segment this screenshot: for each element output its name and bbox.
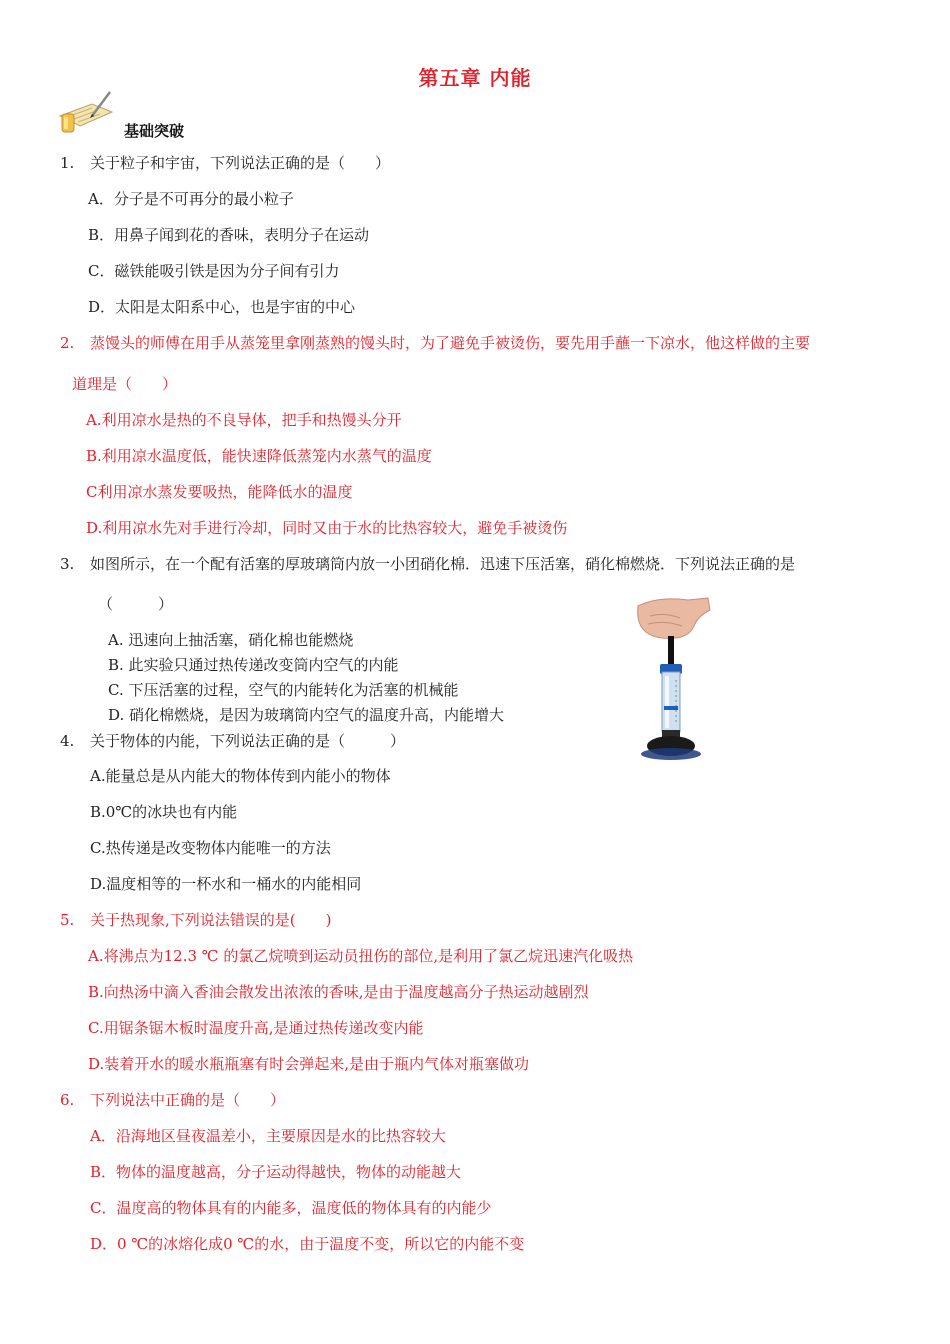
question-text: 关于物体的内能，下列说法正确的是（ ） [90, 732, 406, 750]
option-6a: A．沿海地区昼夜温差小，主要原因是水的比热容较大 [90, 1127, 446, 1145]
notepad-pencil-icon [56, 90, 116, 136]
question-1-stem [60, 153, 390, 173]
option-2d: D.利用凉水先对手进行冷却，同时又由于水的比热容较大，避免手被烫伤 [86, 519, 568, 537]
option-5b: B.向热汤中滴入香油会散发出浓浓的香味,是由于温度越高分子热运动越剧烈 [88, 983, 589, 1001]
question-5-stem [60, 910, 331, 930]
option-3a: A. 迅速向上抽活塞，硝化棉也能燃烧 [108, 631, 354, 649]
option-5d: D.装着开水的暖水瓶瓶塞有时会弹起来,是由于瓶内气体对瓶塞做功 [88, 1055, 530, 1073]
question-number: 3. [60, 555, 75, 573]
question-number: 1. [60, 154, 75, 172]
question-3-stem-cont: （ ） [98, 595, 174, 613]
option-6b: B．物体的温度越高，分子运动得越快，物体的动能越大 [90, 1163, 462, 1181]
option-5c: C.用锯条锯木板时温度升高,是通过热传递改变内能 [88, 1019, 424, 1037]
option-4b: B.0℃的冰块也有内能 [90, 803, 238, 821]
option-6d: D．0 ℃的冰熔化成0 ℃的水，由于温度不变，所以它的内能不变 [90, 1235, 525, 1253]
page-title: 第五章 内能 [418, 66, 532, 90]
question-number: 5. [60, 911, 75, 929]
option-2c: C利用凉水蒸发要吸热，能降低水的温度 [86, 483, 353, 501]
question-number: 4. [60, 732, 75, 750]
question-text: 如图所示，在一个配有活塞的厚玻璃筒内放一小团硝化棉．迅速下压活塞，硝化棉燃烧．下列说法正确的是 [90, 555, 796, 573]
option-1c: C．磁铁能吸引铁是因为分子间有引力 [88, 262, 340, 280]
option-4a: A.能量总是从内能大的物体传到内能小的物体 [90, 767, 391, 785]
question-3-stem [60, 554, 795, 574]
option-1d: D．太阳是太阳系中心，也是宇宙的中心 [88, 298, 356, 316]
option-1b: B．用鼻子闻到花的香味，表明分子在运动 [88, 226, 370, 244]
question-text: 关于粒子和宇宙，下列说法正确的是（ ） [90, 154, 391, 172]
piston-cylinder-figure [628, 596, 712, 764]
option-4c: C.热传递是改变物体内能唯一的方法 [90, 839, 331, 857]
option-4d: D.温度相等的一杯水和一桶水的内能相同 [90, 875, 362, 893]
option-2b: B.利用凉水温度低，能快速降低蒸笼内水蒸气的温度 [86, 447, 432, 465]
question-number: 6. [60, 1091, 75, 1109]
option-3d: D. 硝化棉燃烧，是因为玻璃筒内空气的温度升高，内能增大 [108, 706, 505, 724]
question-text: 蒸馒头的师傅在用手从蒸笼里拿刚蒸熟的馒头时，为了避免手被烫伤，要先用手蘸一下凉水，他这样做的主要 [90, 334, 811, 352]
question-2-stem-cont: 道理是（ ） [72, 375, 178, 393]
option-3c: C. 下压活塞的过程，空气的内能转化为活塞的机械能 [108, 681, 459, 699]
option-3b: B. 此实验只通过热传递改变筒内空气的内能 [108, 656, 399, 674]
question-4-stem [60, 731, 405, 751]
option-1a: A．分子是不可再分的最小粒子 [88, 190, 294, 208]
option-6c: C．温度高的物体具有的内能多，温度低的物体具有的内能少 [90, 1199, 492, 1217]
section-heading: 基础突破 [124, 122, 185, 140]
option-2a: A.利用凉水是热的不良导体，把手和热馒头分开 [86, 411, 402, 429]
question-2-stem [60, 333, 810, 353]
question-6-stem [60, 1090, 285, 1110]
question-text: 关于热现象,下列说法错误的是( ) [90, 911, 332, 929]
question-number: 2. [60, 334, 75, 352]
question-text: 下列说法中正确的是（ ） [90, 1091, 286, 1109]
option-5a: A.将沸点为12.3 ℃ 的氯乙烷喷到运动员扭伤的部位,是利用了氯乙烷迅速汽化吸热 [88, 947, 634, 965]
